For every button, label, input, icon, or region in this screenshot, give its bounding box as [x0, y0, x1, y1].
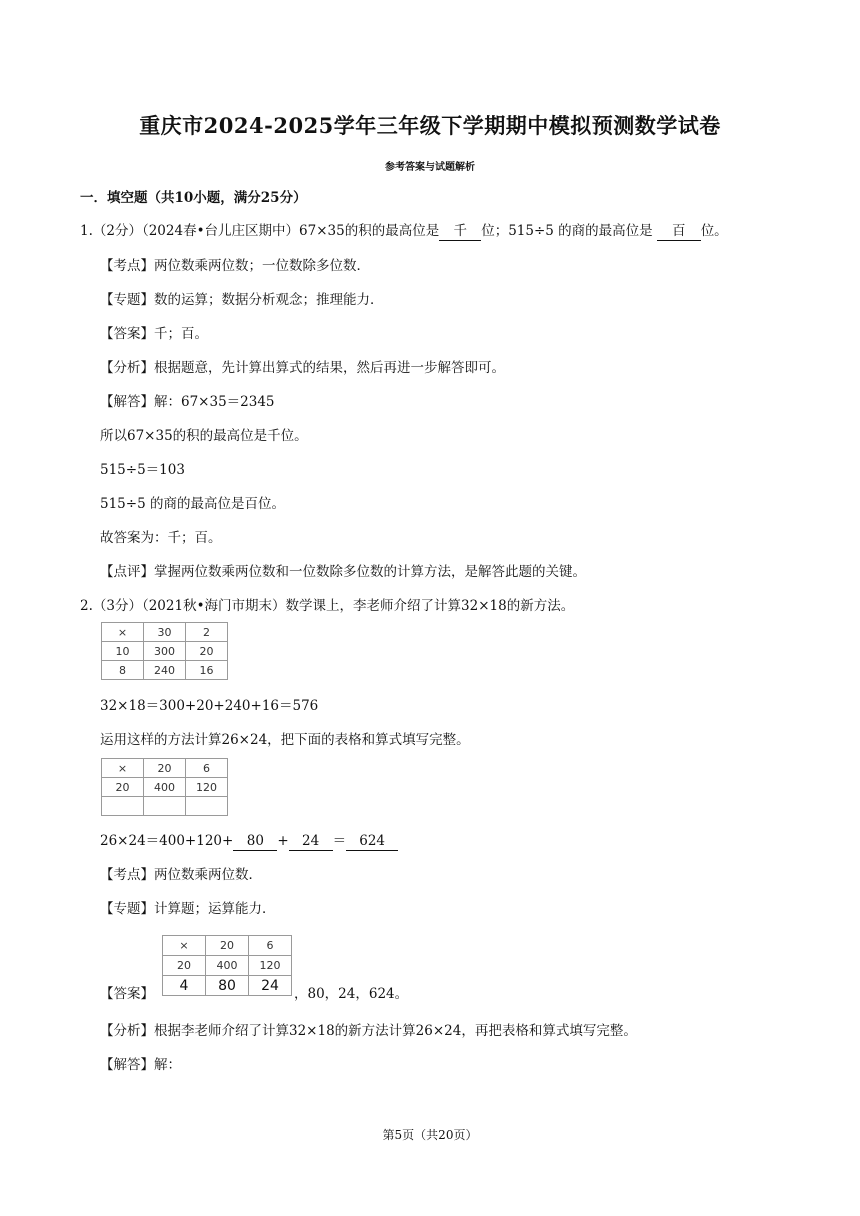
q2-blank-3: 624	[346, 832, 398, 851]
table-cell: 20	[163, 956, 206, 976]
table-row	[102, 759, 228, 778]
table-cell: 6	[249, 936, 292, 956]
table-cell: 300	[144, 642, 186, 661]
table-cell: ×	[102, 623, 144, 642]
q2-exercise-equation	[100, 832, 398, 851]
q1-solution-line-3: 515÷5 的商的最高位是百位。	[100, 496, 285, 512]
q2-solution: 【解答】解：	[100, 1057, 181, 1073]
eq-equals: ＝	[332, 833, 347, 849]
table-cell: 8	[102, 661, 144, 680]
q1-solution-line-1: 所以67×35的积的最高位是千位。	[100, 428, 308, 444]
eq-plus: +	[277, 833, 289, 849]
q2-zhuanti: 【专题】计算题；运算能力．	[100, 901, 276, 917]
exercise-multiplication-table	[101, 758, 228, 816]
table-cell: 30	[144, 623, 186, 642]
table-cell	[186, 797, 228, 816]
q1-analysis: 【分析】根据题意，先计算出算式的结果，然后再进一步解答即可。	[100, 360, 505, 376]
table-cell: ×	[163, 936, 206, 956]
example-multiplication-table	[101, 622, 228, 680]
page-title: 重庆市2024-2025学年三年级下学期期中模拟预测数学试卷	[139, 113, 721, 138]
q1-stem-c: 位。	[700, 223, 728, 239]
q2-example-equation: 32×18＝300+20+240+16＝576	[100, 698, 319, 714]
table-cell: 120	[249, 956, 292, 976]
q2-blank-2: 24	[289, 832, 333, 851]
table-row	[163, 976, 292, 996]
q1-solution: 【解答】解：67×35＝2345	[100, 394, 275, 410]
q1-solution-line-4: 故答案为：千；百。	[100, 530, 222, 546]
q1-zhuanti: 【专题】数的运算；数据分析观念；推理能力．	[100, 292, 384, 308]
q1-kaodian: 【考点】两位数乘两位数；一位数除多位数．	[100, 258, 370, 274]
q1-stem	[80, 222, 728, 241]
page-subtitle: 参考答案与试题解析	[385, 162, 475, 173]
table-cell: ×	[102, 759, 144, 778]
q1-solution-line-2: 515÷5＝103	[100, 462, 185, 478]
table-cell: 240	[144, 661, 186, 680]
q1-stem-b: 位；515÷5 的商的最高位是	[481, 223, 653, 239]
table-cell: 6	[186, 759, 228, 778]
table-cell: 120	[186, 778, 228, 797]
table-row	[102, 623, 228, 642]
eq-prefix: 26×24＝400+120+	[100, 833, 234, 849]
q2-blank-1: 80	[233, 832, 277, 851]
table-cell: 16	[186, 661, 228, 680]
q1-comment: 【点评】掌握两位数乘两位数和一位数除多位数的计算方法，是解答此题的关键。	[100, 564, 586, 580]
q2-kaodian: 【考点】两位数乘两位数．	[100, 867, 262, 883]
table-row	[102, 661, 228, 680]
table-cell: 2	[186, 623, 228, 642]
q2-instruction: 运用这样的方法计算26×24，把下面的表格和算式填写完整。	[100, 732, 470, 748]
table-row	[102, 778, 228, 797]
table-cell: 80	[206, 976, 249, 996]
table-cell: 400	[206, 956, 249, 976]
table-cell: 20	[206, 936, 249, 956]
table-cell: 20	[102, 778, 144, 797]
table-row	[102, 642, 228, 661]
q1-stem-a: 1.（2分）（2024春•台儿庄区期中）67×35的积的最高位是	[80, 223, 440, 239]
table-row	[163, 936, 292, 956]
table-cell	[144, 797, 186, 816]
answer-multiplication-table	[162, 935, 292, 996]
table-cell: 4	[163, 976, 206, 996]
q1-blank-2: 百	[657, 222, 701, 241]
table-row	[163, 956, 292, 976]
table-cell: 24	[249, 976, 292, 996]
table-cell: 10	[102, 642, 144, 661]
q2-stem: 2.（3分）（2021秋•海门市期末）数学课上，李老师介绍了计算32×18的新方法。	[80, 598, 575, 614]
section-heading: 一．填空题（共10小题，满分25分）	[80, 190, 307, 206]
table-cell	[102, 797, 144, 816]
page-footer: 第5页（共20页）	[382, 1128, 478, 1142]
q1-answer: 【答案】千；百。	[100, 326, 208, 342]
q2-answer-values: ，80，24，624。	[294, 986, 409, 1002]
q1-blank-1: 千	[439, 222, 481, 241]
q2-answer-label: 【答案】	[100, 986, 154, 1002]
q2-analysis: 【分析】根据李老师介绍了计算32×18的新方法计算26×24，再把表格和算式填写完整。	[100, 1023, 637, 1039]
table-cell: 20	[186, 642, 228, 661]
table-cell: 400	[144, 778, 186, 797]
table-row	[102, 797, 228, 816]
table-cell: 20	[144, 759, 186, 778]
